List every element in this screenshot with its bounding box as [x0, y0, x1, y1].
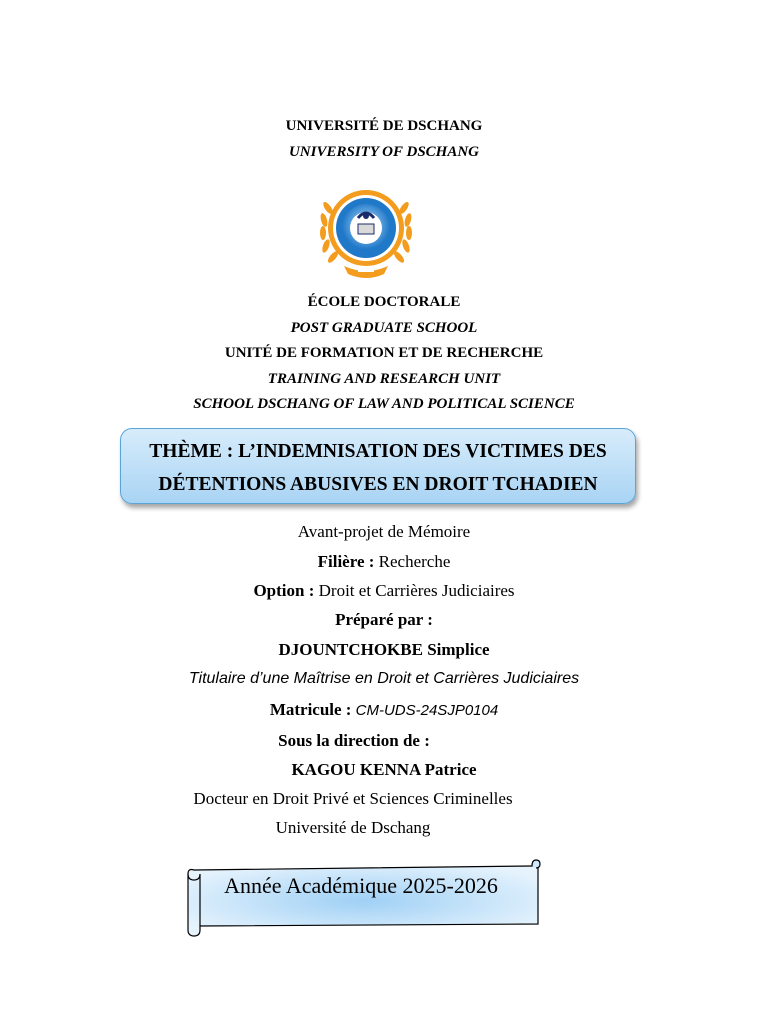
- matricule-label: Matricule :: [269, 700, 352, 719]
- author-title: Titulaire d’une Maîtrise en Droit et Carrières Judiciaires: [188, 670, 580, 687]
- option-value: Droit et Carrières Judiciaires: [314, 581, 515, 600]
- matricule-value: CM-UDS-24SJP0104: [351, 702, 499, 719]
- theme-title: [121, 435, 635, 501]
- filiere-label: Filière :: [317, 552, 375, 571]
- supervisor-title: Docteur en Droit Privé et Sciences Criminelles: [193, 789, 513, 808]
- supervisor-university: Université de Dschang: [275, 818, 431, 837]
- supervisor-name: KAGOU KENNA Patrice: [291, 760, 477, 779]
- university-seal-logo: [318, 178, 414, 282]
- option-line: [0, 581, 768, 601]
- unit-name-en: TRAINING AND RESEARCH UNIT: [267, 371, 501, 387]
- academic-year: Année Académique 2025-2026: [224, 873, 498, 898]
- option-label: Option :: [253, 581, 315, 600]
- theme-box: [120, 428, 636, 504]
- filiere-line: [0, 552, 768, 572]
- document-type: Avant-projet de Mémoire: [297, 522, 471, 541]
- university-name-fr: UNIVERSITÉ DE DSCHANG: [285, 118, 483, 134]
- prepared-by-label: Préparé par :: [335, 610, 433, 629]
- university-name-en: UNIVERSITY OF DSCHANG: [288, 144, 480, 160]
- school-name-en: POST GRADUATE SCHOOL: [290, 320, 478, 336]
- theme-line-2: DÉTENTIONS ABUSIVES EN DROIT TCHADIEN: [158, 474, 598, 495]
- faculty-name: SCHOOL DSCHANG OF LAW AND POLITICAL SCIENCE: [193, 396, 575, 412]
- author-name: DJOUNTCHOKBE Simplice: [278, 640, 490, 659]
- filiere-value: Recherche: [374, 552, 451, 571]
- matricule-line: [0, 700, 768, 720]
- school-name-fr: ÉCOLE DOCTORALE: [307, 294, 461, 310]
- unit-name-fr: UNITÉ DE FORMATION ET DE RECHERCHE: [224, 345, 544, 361]
- theme-line-1: THÈME : L’INDEMNISATION DES VICTIMES DES: [149, 441, 607, 462]
- direction-label: Sous la direction de :: [278, 731, 430, 750]
